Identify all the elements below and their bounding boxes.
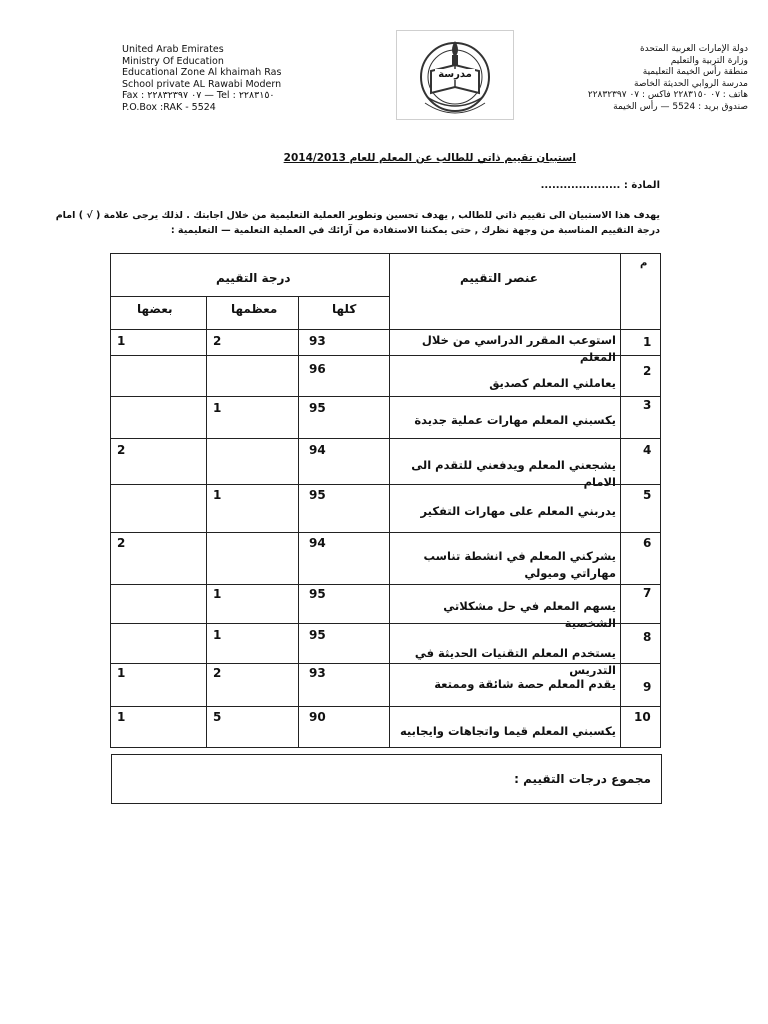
row-7-most: 1 [213, 587, 222, 601]
row-1-number: 1 [643, 335, 652, 349]
row-4-item: يشجعني المعلم ويدفعني للتقدم الى الامام [411, 458, 616, 489]
row-10-number: 10 [634, 710, 651, 724]
col-header-number: م [640, 258, 648, 269]
row-9-number: 9 [643, 680, 652, 694]
row-3-number: 3 [643, 398, 652, 412]
en-line-school: School private AL Rawabi Modern [122, 78, 282, 90]
en-line-zone: Educational Zone Al khaimah Ras [122, 67, 282, 78]
row-1-all: 93 [309, 334, 326, 348]
row-4-some: 2 [117, 443, 126, 457]
ar-line-country: دولة الإمارات العربية المتحدة [639, 44, 748, 54]
ar-line-pobox: صندوق بريد : 5524 — رأس الخيمة [613, 101, 748, 112]
row-9-some: 1 [117, 666, 126, 680]
total-label: مجموع درجات التقييم : [514, 772, 651, 786]
ar-line-school: مدرسة الروابي الحديثة الخاصة [634, 78, 748, 89]
col-header-some: بعضها [137, 302, 173, 316]
ar-line-ministry: وزارة التربية والتعليم [670, 55, 748, 66]
en-line-country: United Arab Emirates [122, 44, 224, 55]
row-2-item: يعاملني المعلم كصديق [489, 376, 616, 390]
row-1-item: استوعب المقرر الدراسي من خلال المعلم [421, 333, 616, 364]
row-6-item: يشركني المعلم في انشطة تناسب مهاراتي وميولي [423, 549, 616, 580]
row-5-item: يدربني المعلم على مهارات التفكير [420, 504, 616, 518]
col-header-item: عنصر التقييم [460, 271, 538, 285]
row-10-some: 1 [117, 710, 126, 724]
ar-line-zone: منطقة رأس الخيمة التعليمية [642, 67, 748, 77]
row-5-all: 95 [309, 488, 326, 502]
row-9-most: 2 [213, 666, 222, 680]
row-7-all: 95 [309, 587, 326, 601]
document-title: استبيان تقييم ذاتي للطالب عن المعلم للعام 2014/2013 [283, 152, 576, 164]
row-10-all: 90 [309, 710, 326, 724]
logo-label: مدرسة [435, 69, 475, 80]
row-3-most: 1 [213, 401, 222, 415]
row-6-all: 94 [309, 536, 326, 550]
row-6-number: 6 [643, 536, 652, 550]
row-3-all: 95 [309, 401, 326, 415]
row-4-all: 94 [309, 443, 326, 457]
en-line-ministry: Ministry Of Education [122, 55, 224, 67]
intro-line-2: درجة التقييم المناسبة من وجهة نظرك , حتى يمكننا الاستفادة من آرائك في العملية التعلمية — التعليمية : [170, 225, 660, 236]
row-7-number: 7 [643, 586, 652, 600]
row-8-all: 95 [309, 628, 326, 642]
ar-line-phone-fax: هاتف : ٠٧ ٢٢٨٣١٥٠ فاكس : ٠٧ ٢٢٨٣٢٣٩٧ [587, 90, 748, 100]
row-10-most: 5 [213, 710, 222, 724]
row-6-some: 2 [117, 536, 126, 550]
row-7-item: يسهم المعلم في حل مشكلاتي الشخصية [443, 599, 616, 630]
row-5-most: 1 [213, 488, 222, 502]
row-9-all: 93 [309, 666, 326, 680]
row-3-item: يكسبني المعلم مهارات عملية جديدة [414, 413, 616, 427]
row-5-number: 5 [643, 488, 652, 502]
row-4-number: 4 [643, 443, 652, 457]
total-box [111, 754, 662, 804]
row-8-number: 8 [643, 630, 652, 644]
col-header-all: كلها [332, 302, 357, 316]
col-header-grade: درجة التقييم [216, 271, 291, 285]
row-8-item: يستخدم المعلم التقنيات الحديثة في التدريس [414, 646, 616, 677]
col-header-most: معظمها [231, 302, 278, 316]
en-line-pobox: P.O.Box :RAK - 5524 [122, 101, 216, 113]
row-1-most: 2 [213, 334, 222, 348]
row-1-some: 1 [117, 334, 126, 348]
row-2-number: 2 [643, 364, 652, 378]
row-10-item: يكسبني المعلم قيما واتجاهات وايجابيه [399, 724, 616, 738]
intro-line-1: يهدف هذا الاستبيان الى تقييم ذاتي للطالب , يهدف تحسين وتطوير العملية التعليمية من خلال اجابتك . لذلك يرجى علامة ( √ ) امام [55, 210, 660, 221]
row-9-item: يقدم المعلم حصة شائقة وممتعة [434, 677, 616, 691]
en-line-fax-tel: Fax : ٠٧ ٢٢٨٣٢٣٩٧ — Tel : ٢٢٨٣١٥٠ [122, 90, 275, 101]
row-8-most: 1 [213, 628, 222, 642]
row-2-all: 96 [309, 362, 326, 376]
subject-field: المادة : ..................... [540, 180, 660, 191]
